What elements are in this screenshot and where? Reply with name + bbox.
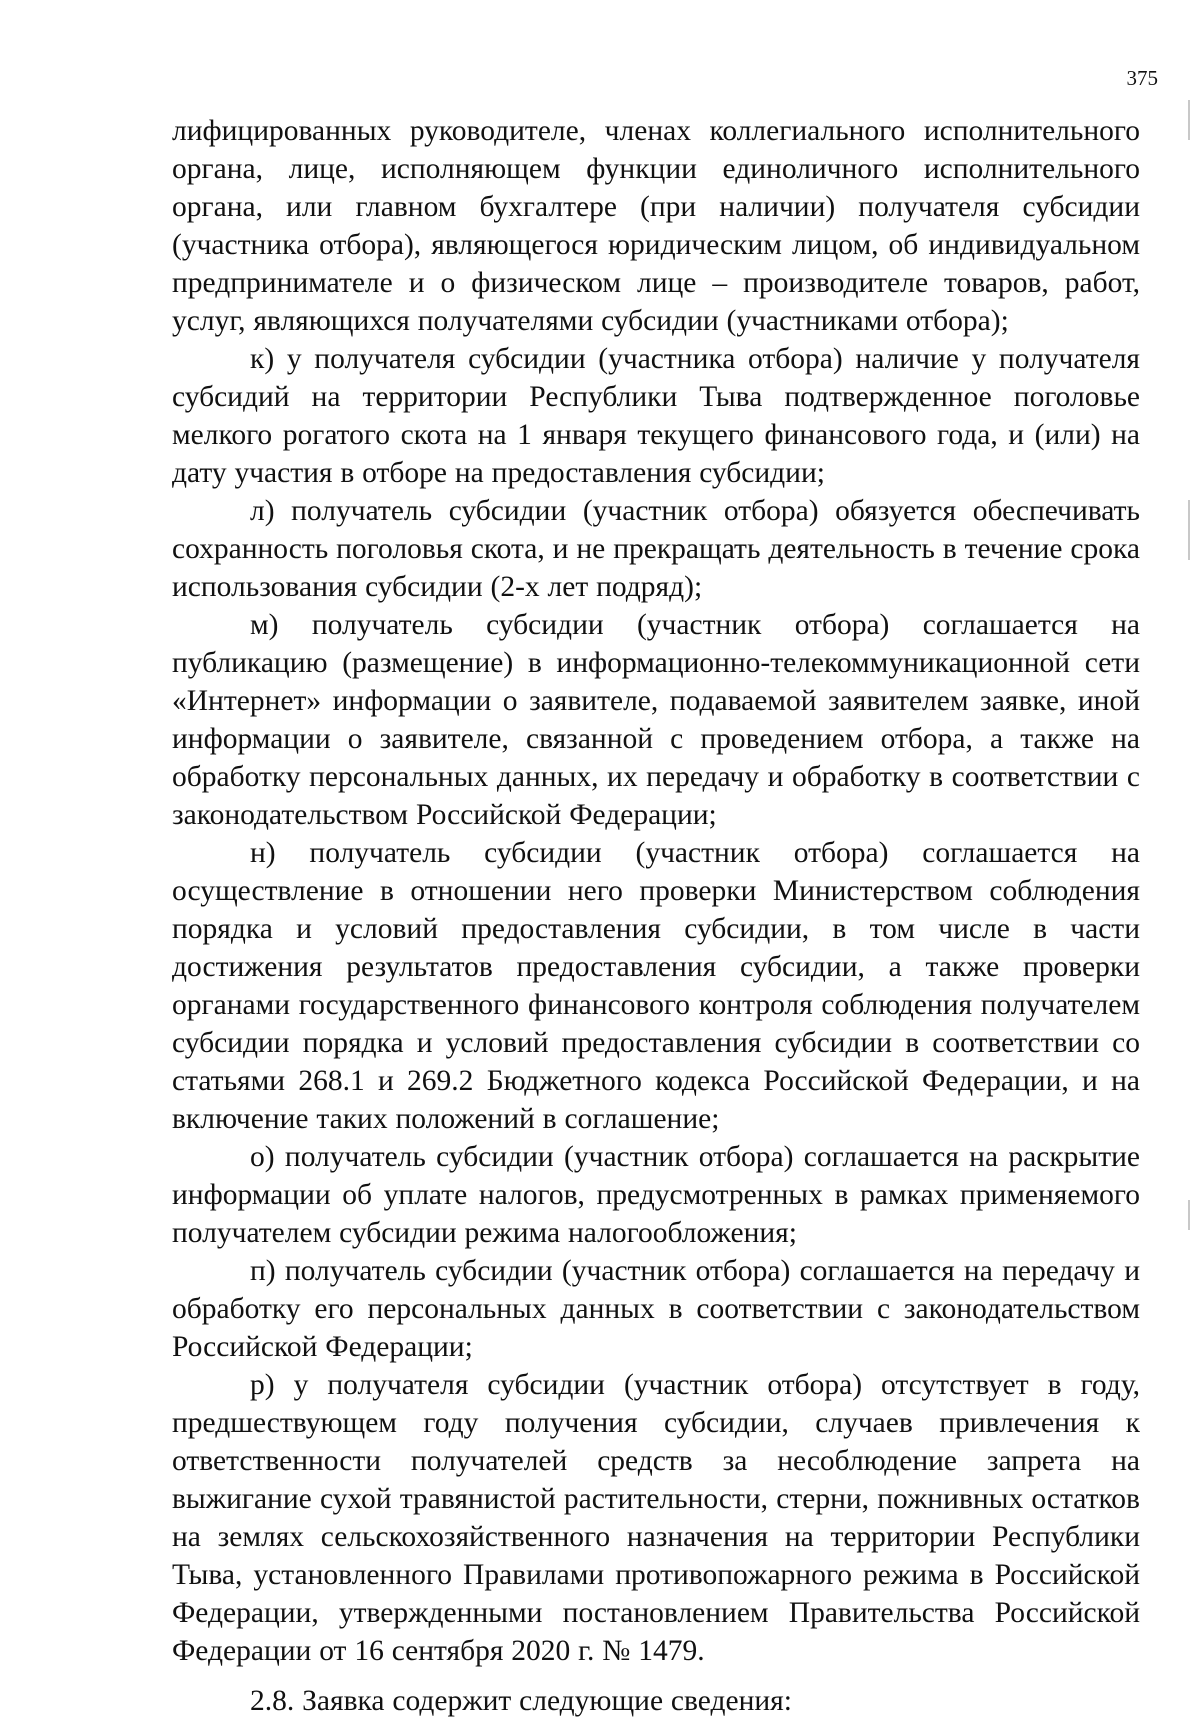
paragraph-item-k: к) у получателя субсидии (участника отбора) наличие у получателя субсидий на территории Республики Тыва подтвержденное поголовье мелкого рогатого скота на 1 января текущего финансового года, и (или) на дату участия в отборе на предоставления субсидии; bbox=[172, 343, 1140, 489]
page-number: 375 bbox=[1126, 66, 1158, 90]
paragraph-item-l: л) получатель субсидии (участник отбора) обязуется обеспечивать сохранность поголовья скота, и не прекращать деятельность в течение срока использования субсидии (2-х лет подряд); bbox=[172, 495, 1140, 603]
scan-edge-mark bbox=[1188, 100, 1190, 140]
section-2-8-heading: 2.8. Заявка содержит следующие сведения: bbox=[250, 1685, 792, 1717]
paragraph-item-p: п) получатель субсидии (участник отбора) соглашается на передачу и обработку его персональных данных в соответствии с законодательством Российской Федерации; bbox=[172, 1255, 1140, 1363]
scan-edge-mark bbox=[1188, 500, 1190, 560]
paragraph-item-n: н) получатель субсидии (участник отбора) соглашается на осуществление в отношении него проверки Министерством соблюдения порядка и условий предоставления субсидии, в том числе в части достижения результатов предоставления субсидии, а также проверки органами государственного финансового контроля соблюдения получателем субсидии порядка и условий предоставления субсидии в соответствии со статьями 268.1 и 269.2 Бюджетного кодекса Российской Федерации, и на включение таких положений в соглашение; bbox=[172, 837, 1140, 1135]
paragraph-continuation: лифицированных руководителе, членах коллегиального исполнительного органа, лице, исполняющем функции единоличного исполнительного органа, или главном бухгалтере (при наличии) получателя субсидии (участника отбора), являющегося юридическим лицом, об индивидуальном предпринимателе и о физическом лице – производителе товаров, работ, услуг, являющихся получателями субсидии (участниками отбора); bbox=[172, 115, 1140, 337]
paragraph-item-o: о) получатель субсидии (участник отбора) соглашается на раскрытие информации об уплате налогов, предусмотренных в рамках применяемого получателем субсидии режима налогообложения; bbox=[172, 1141, 1140, 1249]
scan-edge-mark bbox=[1188, 1200, 1190, 1230]
paragraph-item-m: м) получатель субсидии (участник отбора) соглашается на публикацию (размещение) в информационно-телекоммуникационной сети «Интернет» информации о заявителе, подаваемой заявителем заявке, иной информации о заявителе, связанной с проведением отбора, а также на обработку персональных данных, их передачу и обработку в соответствии с законодательством Российской Федерации; bbox=[172, 609, 1140, 831]
document-body bbox=[172, 112, 1140, 1720]
paragraph-item-r: р) у получателя субсидии (участник отбора) отсутствует в году, предшествующем году получения субсидии, случаев привлечения к ответственности получателей средств за несоблюдение запрета на выжигание сухой травянистой растительности, стерни, пожнивных остатков на землях сельскохозяйственного назначения на территории Республики Тыва, установленного Правилами противопожарного режима в Российской Федерации, утвержденными постановлением Правительства Российской Федерации от 16 сентября 2020 г. № 1479. bbox=[172, 1369, 1140, 1667]
